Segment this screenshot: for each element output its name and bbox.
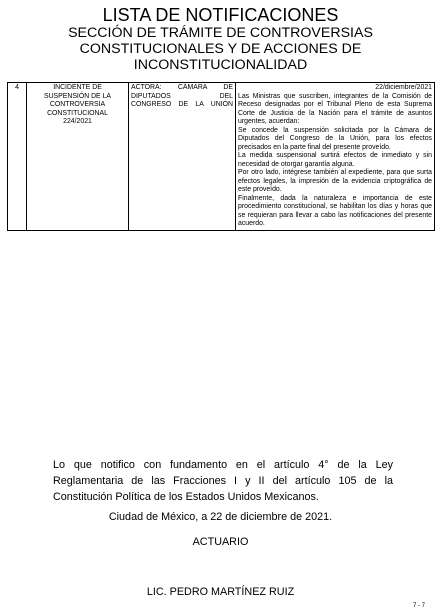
expediente-line: INCIDENTE DE (53, 84, 102, 91)
acuerdo-paragraph: Por otro lado, intégrese también al expediente, para que surta efectos legales, la impresión de la evidencia criptográfica de este proveído. (238, 169, 432, 193)
subtitle-line-3: INCONSTITUCIONALIDAD (133, 57, 308, 73)
expediente-cell (27, 83, 129, 231)
acuerdo-paragraph: Finalmente, dada la naturaleza e importancia de este procedimiento constitucional, se habilitan los días y horas que se requieran para llevar a cabo las notificaciones del presente acuerdo. (238, 194, 432, 227)
signer-name: LIC. PEDRO MARTÍNEZ RUIZ (146, 586, 295, 598)
expediente-line: CONSTITUCIONAL (47, 109, 108, 117)
expediente-line: SUSPENSIÓN DE LA (43, 92, 111, 100)
signer-role: ACTUARIO (192, 536, 249, 548)
acuerdo-cell (236, 83, 435, 231)
place-and-date: Ciudad de México, a 22 de diciembre de 2021. (108, 511, 333, 523)
row-number: 4 (8, 83, 27, 231)
partes-cell (129, 83, 236, 231)
notification-table (7, 82, 435, 231)
acuerdo-paragraph: Se concede la suspensión solicitada por la Cámara de Diputados del Congreso de la Unión, para los efectos precisados en la parte final del presente proveído. (238, 126, 432, 151)
document-header (0, 6, 441, 73)
acuerdo-date: 22/diciembre/2021 (375, 84, 432, 91)
acuerdo-paragraph: La medida suspensional surtirá efectos de inmediato y sin necesidad de otorgar garantía alguna. (238, 152, 432, 168)
partes-line: ACTORA: CÁMARA DE (131, 84, 233, 91)
legal-notice: Lo que notifico con fundamento en el artículo 4° de la Ley Reglamentaria de las Fracciones I y II del artículo 105 de la Constitución Política de los Estados Unidos Mexicanos. (53, 459, 393, 503)
expediente-line: CONTROVERSIA (49, 101, 106, 108)
document-title: LISTA DE NOTIFICACIONES (102, 5, 339, 25)
table-row (8, 83, 435, 231)
partes-line: CONGRESO DE LA UNIÓN (131, 101, 233, 108)
subtitle-line-2: CONSTITUCIONALES Y DE ACCIONES DE (79, 41, 362, 57)
subtitle-line-1: SECCIÓN DE TRÁMITE DE CONTROVERSIAS (68, 25, 373, 41)
partes-line: DIPUTADOS DEL (131, 92, 233, 100)
page-number: 7 - 7 (412, 603, 425, 609)
expediente-line: 224/2021 (63, 118, 92, 125)
acuerdo-paragraph: Las Ministras que suscriben, integrantes de la Comisión de Receso designadas por el Tribunal Pleno de esta Suprema Corte de Justicia de la Nación para el trámite de asuntos urgentes, acuerdan: (238, 92, 432, 125)
